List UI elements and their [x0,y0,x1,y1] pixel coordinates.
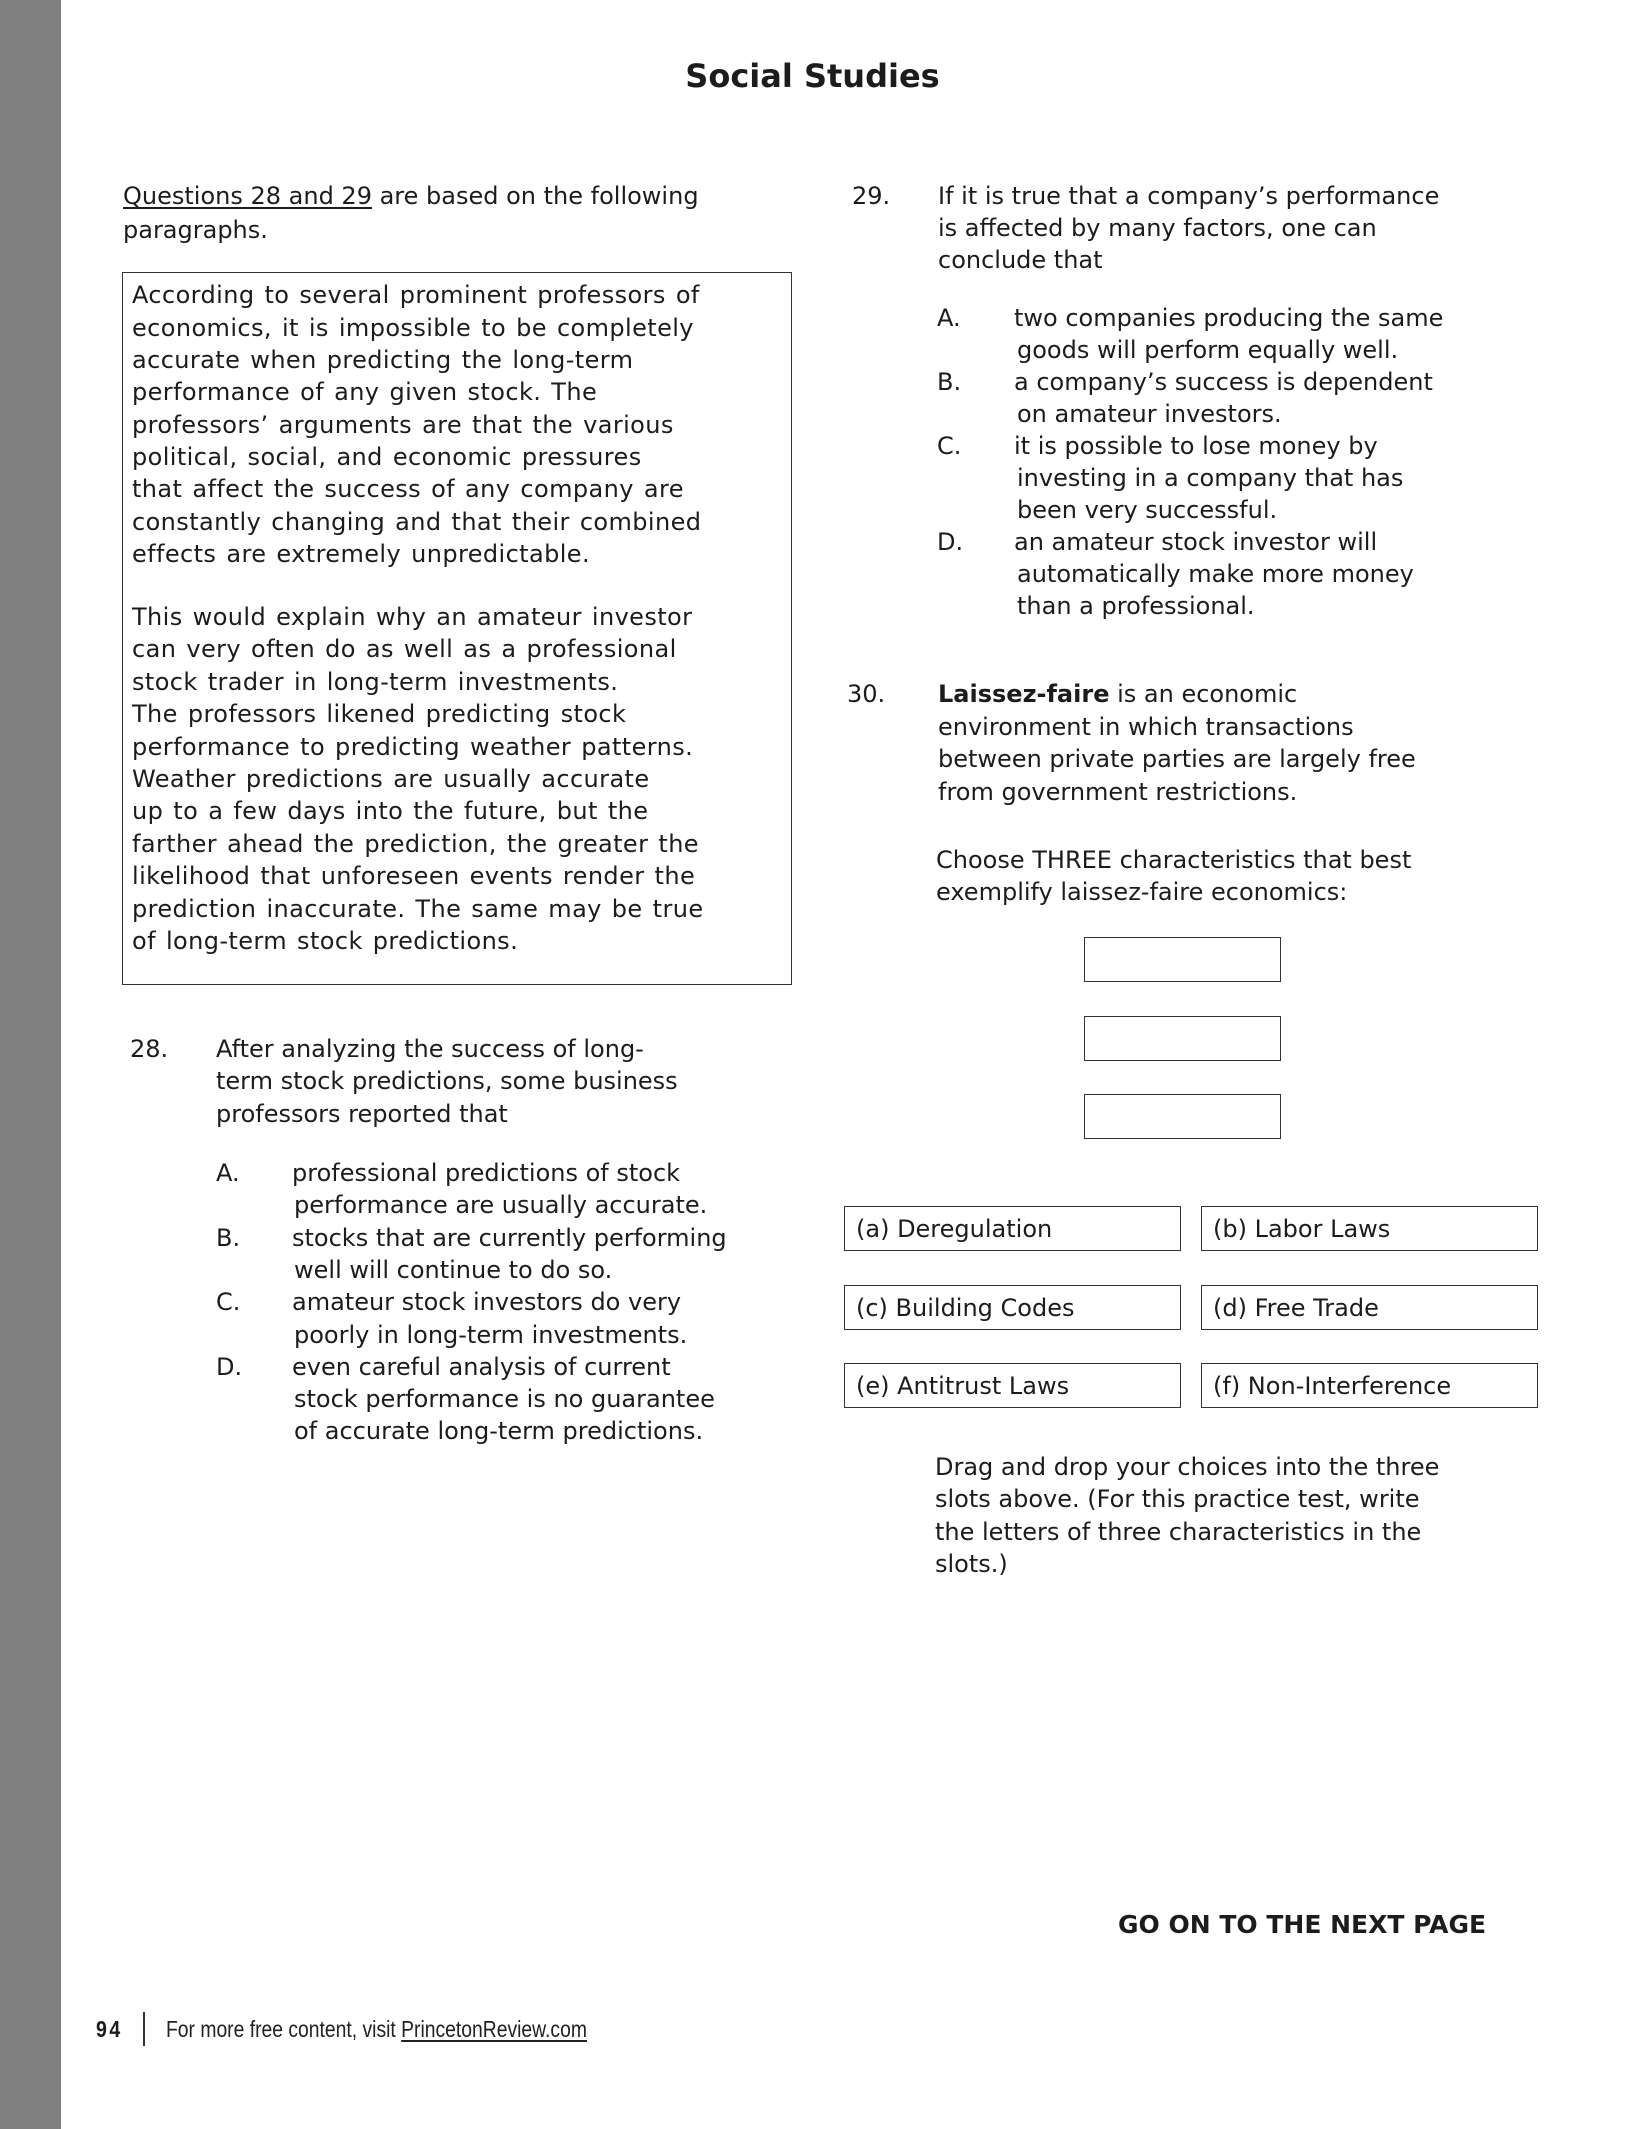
passage-line: constantly changing and that their combined [132,508,702,536]
option-text-line: of accurate long-term predictions. [294,1417,704,1445]
choice-label: (c) Building Codes [856,1294,1075,1322]
q30-stem-line: environment in which transactions [938,713,1354,741]
option-text-line: amateur stock investors do very [292,1288,682,1316]
option-letter: B. [937,368,962,396]
option-text-line: goods will perform equally well. [1017,336,1399,364]
answer-slot-1[interactable] [1084,937,1281,982]
page-number: 94 [96,2016,123,2042]
page-title [0,56,1625,96]
q30-stem-line: from government restrictions. [938,778,1298,806]
q30-instruction-line: slots.) [935,1550,1008,1578]
passage-line: performance of any given stock. The [132,378,598,406]
option-letter: D. [216,1353,243,1381]
passage-line: performance to predicting weather patterns. [132,733,694,761]
intro-line-2: paragraphs. [123,216,268,244]
page-edge-bar [0,0,61,2129]
passage-line: economics, it is impossible to be completely [132,314,694,342]
q30-stem-first-rest: is an economic [1109,680,1298,708]
passage-line: professors’ arguments are that the various [132,411,674,439]
q29-stem-line: is affected by many factors, one can [938,214,1377,242]
intro-line-1 [123,184,699,208]
choice-label: (e) Antitrust Laws [856,1372,1070,1400]
passage-line: that affect the success of any company are [132,475,684,503]
choice-free-trade[interactable] [1201,1285,1538,1330]
option-text-line: stocks that are currently performing [292,1224,727,1252]
option-text-line: performance are usually accurate. [294,1191,708,1219]
choice-antitrust-laws[interactable] [844,1363,1181,1408]
choice-label: (a) Deregulation [856,1215,1053,1243]
princeton-review-link[interactable]: PrincetonReview.com [401,2016,587,2042]
option-text-line: even careful analysis of current [292,1353,671,1381]
q30-instruction-line: the letters of three characteristics in the [935,1518,1422,1546]
q30-prompt-line: Choose THREE characteristics that best [936,846,1412,874]
footer-promo [166,2016,587,2042]
option-text-line: automatically make more money [1017,560,1414,588]
choice-label: (b) Labor Laws [1213,1215,1391,1243]
option-letter: B. [216,1224,241,1252]
q28-stem-line: term stock predictions, some business [216,1067,678,1095]
go-to-next-page-notice: GO ON TO THE NEXT PAGE [1118,1910,1487,1939]
option-text-line: poorly in long-term investments. [294,1321,688,1349]
intro-line-1-rest: are based on the following [371,182,699,210]
q30-instruction-line: slots above. (For this practice test, write [935,1485,1420,1513]
passage-line: can very often do as well as a professional [132,635,677,663]
choice-building-codes[interactable] [844,1285,1181,1330]
option-text-line: than a professional. [1017,592,1255,620]
option-letter: D. [937,528,964,556]
option-text-line: been very successful. [1017,496,1278,524]
q30-instruction-line: Drag and drop your choices into the three [935,1453,1440,1481]
choice-deregulation[interactable] [844,1206,1181,1251]
option-text-line: it is possible to lose money by [1014,432,1378,460]
option-text-line: well will continue to do so. [294,1256,613,1284]
option-text-line: two companies producing the same [1014,304,1444,332]
footer-promo-text: For more free content, visit [166,2016,402,2042]
option-text-line: on amateur investors. [1017,400,1282,428]
passage-line: farther ahead the prediction, the greater the [132,830,699,858]
passage-line: up to a few days into the future, but the [132,797,649,825]
passage-line: likelihood that unforeseen events render the [132,862,696,890]
intro-question-range: Questions 28 and 29 [123,182,372,210]
choice-label: (f) Non-Interference [1213,1372,1452,1400]
passage-line: political, social, and economic pressures [132,443,642,471]
option-text-line: an amateur stock investor will [1014,528,1378,556]
q29-number: 29. [852,182,891,210]
option-letter: C. [937,432,962,460]
passage-line: Weather predictions are usually accurate [132,765,650,793]
q29-stem-line: conclude that [938,246,1103,274]
q30-stem-line-1 [938,682,1297,706]
option-text-line: a company’s success is dependent [1014,368,1433,396]
passage-line: effects are extremely unpredictable. [132,540,590,568]
passage-line: stock trader in long-term investments. [132,668,619,696]
choice-label: (d) Free Trade [1213,1294,1379,1322]
option-text-line: stock performance is no guarantee [294,1385,715,1413]
answer-slot-3[interactable] [1084,1094,1281,1139]
q30-term: Laissez-faire [938,680,1110,708]
passage-line: This would explain why an amateur investor [132,603,693,631]
option-letter: A. [937,304,961,332]
passage-line: According to several prominent professors of [132,281,700,309]
choice-labor-laws[interactable] [1201,1206,1538,1251]
footer-divider [143,2012,145,2046]
option-letter: C. [216,1288,241,1316]
q28-stem-line: After analyzing the success of long- [216,1035,644,1063]
page-title-text: Social Studies [685,57,940,95]
q30-prompt-line: exemplify laissez-faire economics: [936,878,1348,906]
choice-non-interference[interactable] [1201,1363,1538,1408]
q28-stem-line: professors reported that [216,1100,508,1128]
q29-stem-line: If it is true that a company’s performance [938,182,1440,210]
answer-slot-2[interactable] [1084,1016,1281,1061]
passage-line: The professors likened predicting stock [132,700,627,728]
option-text-line: investing in a company that has [1017,464,1404,492]
passage-line: of long-term stock predictions. [132,927,519,955]
q30-stem-line: between private parties are largely free [938,745,1416,773]
passage-line: accurate when predicting the long-term [132,346,634,374]
q28-number: 28. [130,1035,169,1063]
option-letter: A. [216,1159,240,1187]
passage-line: prediction inaccurate. The same may be true [132,895,704,923]
option-text-line: professional predictions of stock [292,1159,681,1187]
q30-number: 30. [847,680,886,708]
